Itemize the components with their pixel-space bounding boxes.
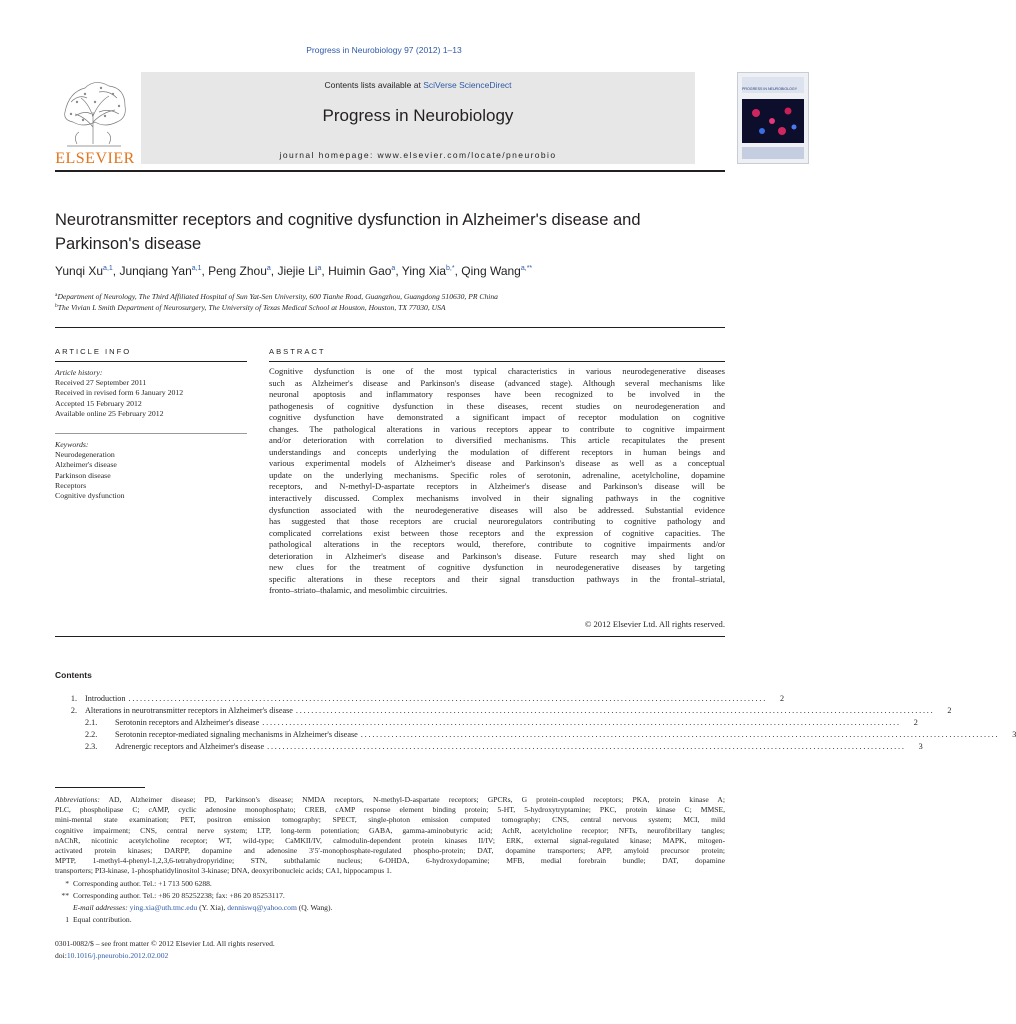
affiliation-rule — [55, 327, 725, 328]
abstract-line: various experimental models of Alzheimer's disease and Parkinson's disease as well as a conceptual — [269, 458, 725, 469]
affiliation: $^a$Department of Neurology, The Third Affiliated Hospital of Sun Yat-Sen University, 600 Tianhe Road, Guangzhou, Guangdong 510630, PR China — [55, 292, 498, 301]
author-affiliation-mark[interactable]: a,1 — [103, 265, 113, 272]
abbreviations-footnote — [55, 795, 725, 877]
keywords-label: Keywords: — [55, 440, 89, 449]
sciencedirect-link[interactable]: SciVerse ScienceDirect — [423, 80, 512, 90]
abstract-line: neuronal apoptosis and inflammatory responses have been recognized to be involved in the — [269, 389, 725, 400]
history-item: Received in revised form 6 January 2012 — [55, 388, 184, 398]
keywords — [55, 440, 247, 501]
toc-leader: ...................................................................................................................................................................... — [262, 718, 901, 727]
author-affiliation-mark[interactable]: a — [391, 265, 396, 272]
abstract-line: pathological alterations in the receptors would, therefore, contribute to cognitive impairments and/or — [269, 539, 725, 550]
article-history — [55, 368, 247, 419]
author-affiliation-mark[interactable]: a — [266, 265, 271, 272]
cover-footer — [742, 147, 804, 159]
header-rule — [55, 170, 725, 172]
toc-entry[interactable] — [55, 742, 923, 754]
email-label: E-mail addresses: — [73, 903, 128, 912]
abstract-line: specific alterations in these receptors and their signal transduction pathways in the frontal–striatal, — [269, 573, 725, 584]
abstract-line: receptors, and N-methyl-D-aspartate receptors in Alzheimer's disease and Parkinson's disease will be — [269, 481, 725, 492]
abstract-line: update on the underlying mechanisms. Specific roles of serotonin, adrenaline, acetylcholine, dopamine — [269, 469, 725, 480]
toc-leader: ...................................................................................................................................................................... — [267, 742, 906, 751]
abstract-rule — [269, 361, 725, 362]
abbreviation-line: PLC, phospholipase C; cAMP, cyclic adenosine monophosphato; CREB, cAMP response element binding protein; 5-HT, 5-hydroxytryptamine; PKC, protein kinase C; MMSE, — [55, 805, 725, 815]
author: Peng Zhou$^a$ — [208, 264, 271, 278]
author-affiliation-mark[interactable]: a,1 — [191, 265, 202, 272]
article-title-line: Neurotransmitter receptors and cognitive dysfunction in Alzheimer's disease and — [55, 211, 641, 229]
keyword: Parkinson disease — [55, 470, 111, 480]
journal-cover-thumbnail — [737, 72, 809, 164]
elsevier-wordmark: ELSEVIER — [55, 150, 135, 167]
history-item: Accepted 15 February 2012 — [55, 398, 142, 408]
author: Huimin Gao$^a$ — [328, 264, 396, 278]
toc-page: 2 — [947, 706, 952, 715]
author: Qing Wang$^{a,**}$ — [461, 264, 533, 278]
toc-number: 2.2. — [85, 730, 98, 739]
footnote-mark: 1 — [65, 915, 69, 924]
contents-available-line — [141, 80, 695, 90]
history-item: Received 27 September 2011 — [55, 378, 147, 388]
abstract-end-rule — [55, 636, 725, 637]
abstract-body — [269, 366, 725, 597]
abstract-line: Cognitive dysfunction is one of the most typical characteristics in various neurodegenerative diseases — [269, 366, 725, 376]
footnote-text: Corresponding author. Tel.: +1 713 500 6288. — [73, 879, 212, 888]
toc-title[interactable]: Serotonin receptors and Alzheimer's disease — [115, 718, 260, 727]
cover-title: PROGRESS IN NEUROBIOLOGY — [742, 87, 798, 91]
doi-link[interactable]: 10.1016/j.pneurobio.2012.02.002 — [66, 951, 169, 960]
info-separator — [55, 433, 247, 434]
affiliation: $^b$The Vivian L Smith Department of Neurosurgery, The University of Texas Medical School at Houston, Houston, TX 77030, USA — [55, 303, 446, 312]
author-list: Yunqi Xu$^{a,1}$, Junqiang Yan$^{a,1}$, Peng Zhou$^a$, Jiejie Li$^a$, Huimin Gao$^a$, Ying Xia$^{b,*}$, Qing Wang$^{a,**}$ — [55, 264, 533, 278]
toc-page: 3 — [918, 742, 923, 751]
toc-entry[interactable] — [55, 730, 1016, 742]
keyword: Receptors — [55, 480, 87, 490]
email-footnote — [55, 903, 725, 912]
corresponding-author-footnote — [55, 891, 725, 900]
footnote-rule — [55, 787, 145, 788]
abbreviation-line: transporters; PI3-kinase, 1-phosphatidylinositol 3-kinase; DNA, deoxyribonucleic acids; CA1, hippocampus 1. — [55, 866, 392, 876]
article-history-label: Article history: — [55, 368, 103, 377]
article-title — [55, 208, 735, 256]
toc-number: 2.1. — [85, 718, 98, 727]
author-affiliation-mark[interactable]: a — [317, 265, 322, 272]
footnote-text: Equal contribution. — [73, 915, 132, 924]
abbreviations-label: Abbreviations: — [55, 795, 100, 804]
toc-title[interactable]: Serotonin receptor-mediated signaling mechanisms in Alzheimer's disease — [115, 730, 358, 739]
toc-entry[interactable] — [55, 718, 918, 730]
keyword: Cognitive dysfunction — [55, 491, 125, 501]
abstract-line: pathogenesis of cognitive dysfunction in these diseases, recent studies on neurodegeneration and — [269, 400, 725, 411]
abstract-line: fronto–striato–thalamic, and mesolimbic circuitries. — [269, 585, 448, 596]
article-info-heading: ARTICLE INFO — [55, 347, 132, 356]
abbreviation-line: MPTP, 1-methyl-4-phenyl-1,2,3,6-tetrahydropyridine; STN, subthalamic nucleus; 6-OHDA, 6-hydroxydopamine; MFB, medial forebrain bundle; DAT, dopamine — [55, 856, 725, 866]
toc-title[interactable]: Introduction — [85, 694, 126, 703]
keyword: Neurodegeneration — [55, 450, 115, 460]
author: Yunqi Xu$^{a,1}$ — [55, 264, 113, 278]
email-link[interactable]: ying.xia@uth.tmc.edu — [129, 903, 198, 912]
footnote-mark: ** — [61, 891, 69, 900]
toc-page: 2 — [779, 694, 785, 703]
abstract-line: and/or deterioration with correlation to diversified mechanisms. This article recapitulates the present — [269, 435, 725, 446]
footnote-mark: * — [65, 879, 69, 888]
author-affiliation-mark[interactable]: b,* — [446, 265, 455, 272]
toc-number: 2. — [70, 706, 77, 715]
toc-page: 3 — [1012, 730, 1016, 739]
abstract-line: has suggested that those receptors are crucial neuroregulators contributing to cognitive pathology and — [269, 516, 725, 527]
toc-leader: ...................................................................................................................................................................... — [360, 730, 1000, 739]
abstract-line: such as Alzheimer's disease and Parkinson's disease (advanced stage). Although several mechanisms like — [269, 377, 725, 388]
keyword: Alzheimer's disease — [55, 460, 117, 470]
abstract-line: interactively discussed. Complex mechanisms involved in their signaling pathways in the cognitive — [269, 493, 725, 504]
issn-line: 0301-0082/$ – see front matter © 2012 Elsevier Ltd. All rights reserved. — [55, 939, 275, 948]
toc-number: 1. — [70, 694, 77, 703]
toc-entry[interactable] — [55, 706, 952, 718]
contents-heading: Contents — [55, 670, 92, 680]
footnote-text: Corresponding author. Tel.: +86 20 85252238; fax: +86 20 85253117. — [73, 891, 285, 900]
abstract-line: dysfunction associated with the neurodegenerative diseases will also be addressed. Substantial evidence — [269, 504, 725, 515]
toc-page: 2 — [913, 718, 918, 727]
article-info-rule — [55, 361, 247, 362]
journal-homepage[interactable]: journal homepage: www.elsevier.com/locate/pneurobio — [279, 150, 557, 160]
abbreviation-line: nAChR, nicotinic acetylcholine receptor; WT, wild-type; CaMKII/IV, calmodulin-dependent protein kinases II/IV; ERK, external signal-regulated kinase; MAPK, mitogen- — [55, 835, 725, 845]
abstract-line: new clues for the treatment of cognitive dysfunction in neurodegenerative diseases by targeting — [269, 562, 725, 573]
toc-number: 2.3. — [85, 742, 98, 751]
toc-title[interactable]: Adrenergic receptors and Alzheimer's disease — [115, 742, 265, 751]
masthead — [55, 72, 798, 167]
author-affiliation-mark[interactable]: a,** — [520, 265, 533, 272]
journal-reference[interactable]: Progress in Neurobiology 97 (2012) 1–13 — [306, 45, 462, 55]
abstract-line: deterioration in Alzheimer's disease and Parkinson's disease. Future research may shed light on — [269, 550, 725, 561]
abstract-line: changes. The pathological alterations in various receptors appear to contribute to cognitive impairment — [269, 423, 725, 434]
abstract-line: cognitive dysfunction have demonstrated a significant impact of receptor modulation on cognitive — [269, 412, 725, 423]
journal-title: Progress in Neurobiology — [322, 106, 514, 125]
abbreviation-line: Abbreviations: AD, Alzheimer disease; PD, Parkinson's disease; NMDA receptors, N-methyl-D-aspartate receptors; GPCRs, G protein-coupled receptors; PKA, protein kinase A; — [55, 795, 725, 804]
abbreviation-line: activated protein kinases; DARPP, dopamine and adenosine 3′5′-monophosphate-regulated phospho-protein; DAT, dopamine transporters; APP, amyloid precursor protein; — [55, 846, 725, 856]
email-owner: (Q. Wang). — [296, 903, 333, 912]
email-owner: (Y. Xia), — [197, 903, 228, 912]
author: Jiejie Li$^a$ — [277, 264, 322, 278]
masthead-banner — [141, 72, 798, 164]
email-link[interactable]: denniswq@yahoo.com — [227, 903, 297, 912]
author: Ying Xia$^{b,*}$ — [401, 264, 455, 278]
abbreviation-line: cognitive impairment; CNS, central nerve system; LTP, long-term potentiation; GABA, gamma-aminobutyric acid; AchR, acetylcholine receptor; NFTs, neurofibrillary tangles; — [55, 825, 725, 835]
abstract-line: complicated correlations exist between those receptors and the expression of cognitive capacities. The — [269, 527, 725, 538]
doi-prefix: doi: — [55, 951, 67, 960]
author: Junqiang Yan$^{a,1}$ — [119, 264, 202, 278]
abstract-line: understandings and concepts underlying the modulation of different receptors in human beings and — [269, 446, 725, 457]
abstract-heading: ABSTRACT — [269, 347, 326, 356]
corresponding-author-footnote — [55, 879, 725, 888]
doi-line — [55, 951, 168, 960]
toc-title[interactable]: Alterations in neurotransmitter receptors in Alzheimer's disease — [85, 706, 293, 715]
article-title-line: Parkinson's disease — [55, 235, 202, 253]
abstract-copyright: © 2012 Elsevier Ltd. All rights reserved. — [584, 619, 725, 629]
toc-leader: ...................................................................................................................................................................... — [295, 706, 935, 715]
toc-leader: ...................................................................................................................................................................... — [128, 694, 768, 703]
toc-entry[interactable] — [55, 694, 785, 706]
contents-prefix: Contents lists available at — [324, 80, 424, 90]
history-item: Available online 25 February 2012 — [55, 408, 164, 418]
cover-image — [742, 99, 804, 143]
abbreviation-line: mini-mental state examination; PET, positron emission tomography; SPECT, single-photon emission computed tomography; CNS, central nervous system; MCI, mild — [55, 815, 725, 825]
equal-contribution-footnote — [55, 915, 725, 924]
